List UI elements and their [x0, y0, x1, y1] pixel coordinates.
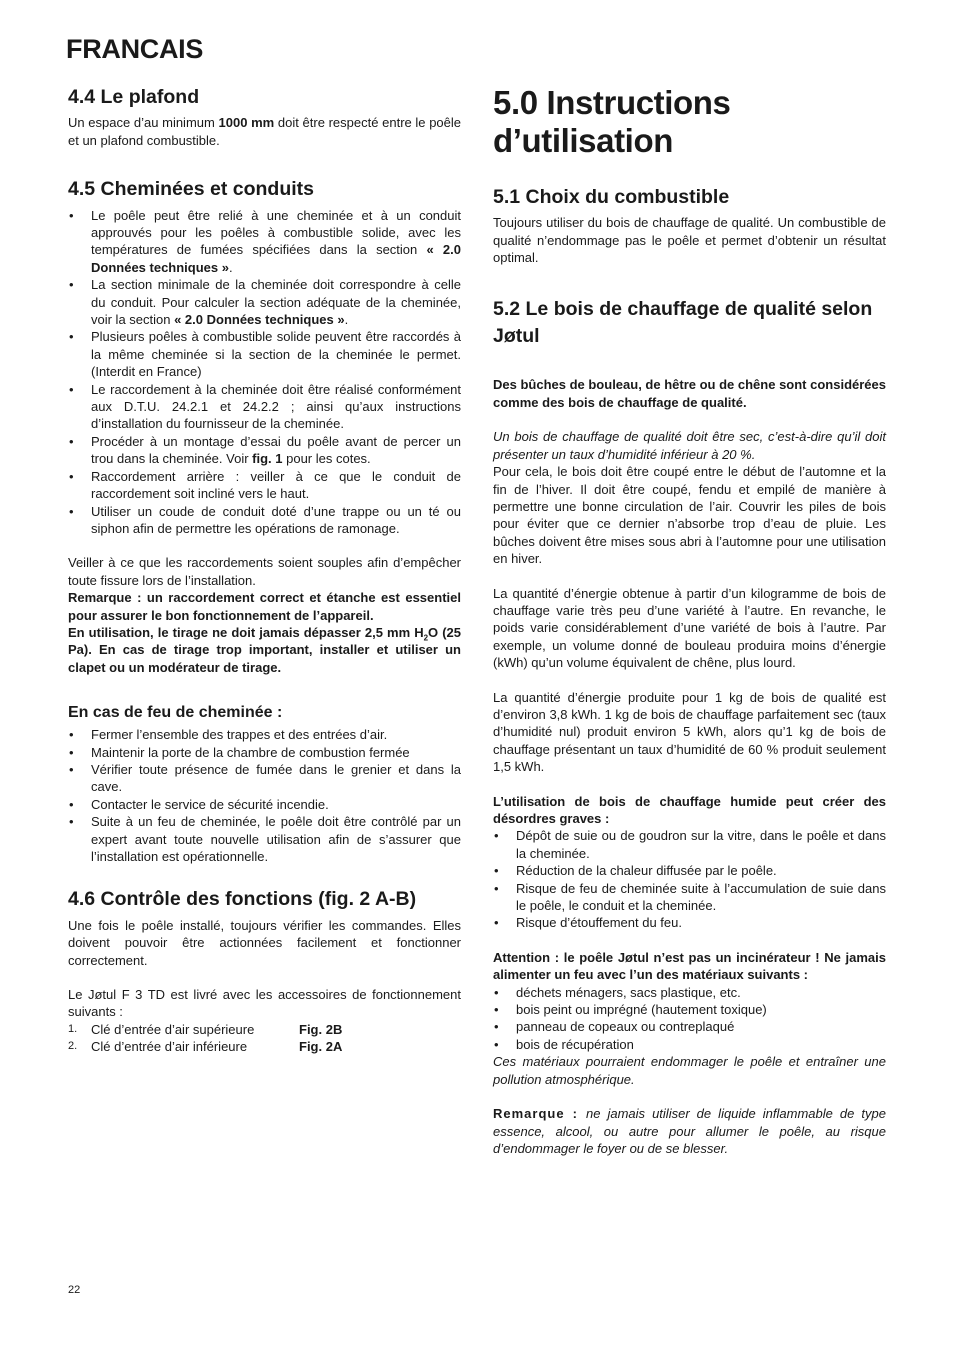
- forbidden-materials-list: [493, 984, 886, 1054]
- list-item: • Utiliser un coude de conduit doté d’une trappe ou un té ou siphon afin de permettre les opérations de ramonage.: [68, 503, 461, 538]
- section-4-4-text: Un espace d’au minimum 1000 mm doit être respecté entre le poêle et un plafond combustible.: [68, 115, 462, 148]
- section-4-5-title: 4.5 Cheminées et conduits: [68, 178, 314, 201]
- list-item: • Réduction de la chaleur diffusée par le poêle.: [493, 862, 886, 879]
- list-item: • Suite à un feu de cheminée, le poêle doit être contrôlé par un expert avant toute nouvelle utilisation afin de s’assurer que l’installation est opérationnelle.: [68, 813, 461, 865]
- chimney-fire-title: En cas de feu de cheminée :: [68, 704, 283, 722]
- list-item: • Dépôt de suie ou de goudron sur la vitre, dans le poêle et dans la cheminée.: [493, 827, 886, 862]
- list-item: • Plusieurs poêles à combustible solide peuvent être raccordés à la même cheminée si la section de la cheminée le permet. (Interdit en France): [68, 328, 461, 380]
- section-4-6-title: 4.6 Contrôle des fonctions (fig. 2 A-B): [68, 888, 417, 911]
- remark-connection: Remarque : un raccordement correct et étanche est essentiel pour assurer le bon fonctionnement de l’appareil.: [68, 590, 461, 623]
- accessories-intro: Le Jøtul F 3 TD est livré avec les accessoires de fonctionnement suivants :: [68, 987, 461, 1020]
- wood-preparation-text: Pour cela, le bois doit être coupé entre le début de l’automne et la fin de l’hiver. Il doit être coupé, fendu et empilé de manière à permettre une bonne circulation de l’air. Couvrir les piles de bois pour éviter que ce dernier n’absorbe trop d’eau de pluie. Les bûches doivent être mises sous abri à l’automne pour une utilisation en hiver.: [493, 464, 886, 567]
- wet-wood-warning: L’utilisation de bois de chauffage humide peut créer des désordres graves :: [493, 793, 886, 827]
- function-check-text: Une fois le poêle installé, toujours vérifier les commandes. Elles doivent pouvoir être actionnées facilement et fonctionner correctement.: [68, 917, 461, 968]
- draft-warning: En utilisation, le tirage ne doit jamais dépasser 2,5 mm $H_2O$ (25 Pa). En cas de tirage trop important, installer et utiliser un clapet ou un modérateur de tirage.: [68, 624, 462, 675]
- flammable-liquid-remark: Remarque : ne jamais utiliser de liquide inflammable de type essence, alcool, ou autre pour allumer le poêle, au risque d’endommager le foyer ou de se blesser.: [493, 1106, 886, 1156]
- list-item: • Maintenir la porte de la chambre de combustion fermée: [68, 744, 461, 761]
- section-5-2-title: 5.2 Le bois de chauffage de qualité selon Jøtul: [493, 298, 873, 348]
- section-4-4-title: 4.4 Le plafond: [68, 86, 200, 108]
- pollution-note: Ces matériaux pourraient endommager le poêle et entraîner une pollution atmosphérique.: [493, 1054, 886, 1087]
- connections-note: Veiller à ce que les raccordements soient souples afin d’empêcher toute fissure lors de l’installation.: [68, 555, 461, 588]
- list-item: • Contacter le service de sécurité incendie.: [68, 796, 461, 813]
- energy-variation-text: La quantité d’énergie obtenue à partir d’un kilogramme de bois de chauffage varie très peu d’une variété à l’autre. En revanche, le poids varie considérablement d’une variété de bois à l’autre. Par exemple, un volume donné de bouleau produira moins d’énergie (kWh) qu’un volume équivalent de chêne, plus lourd.: [493, 585, 886, 671]
- energy-quantity-text: La quantité d’énergie produite pour 1 kg de bois de qualité est d’environ 3,8 kWh. 1 kg de bois de chauffage parfaitement sec (taux d’humidité nul) produit environ 5 kWh, alors qu’1 kg de bois de chauffage présentant un taux d’humidité de 60 % produit seulement 1,5 kWh.: [493, 689, 886, 775]
- accessories-list: [68, 1021, 461, 1056]
- list-item: • bois de récupération: [493, 1036, 886, 1053]
- list-item: • bois peint ou imprégné (hautement toxique): [493, 1001, 886, 1018]
- list-item: • panneau de copeaux ou contreplaqué: [493, 1018, 886, 1035]
- right-column: [493, 84, 886, 1157]
- list-item: • Raccordement arrière : veiller à ce que le conduit de raccordement soit incliné vers le haut.: [68, 468, 461, 503]
- language-header: FRANCAIS: [66, 34, 204, 64]
- list-item: 1. Clé d’entrée d’air supérieure Fig. 2B: [68, 1021, 343, 1037]
- fuel-choice-text: Toujours utiliser du bois de chauffage de qualité. Un combustible de qualité n’endommage pas le poêle et permet d’obtenir un résultat optimal.: [493, 215, 886, 266]
- list-item: • La section minimale de la cheminée doit correspondre à celle du conduit. Pour calculer la section adéquate de la cheminée, voir la section « 2.0 Données techniques ».: [68, 276, 461, 328]
- left-column: [68, 86, 461, 1056]
- dry-wood-text: Un bois de chauffage de qualité doit être sec, c’est-à-dire qu’il doit présenter un taux d’humidité inférieur à 20 %.: [493, 429, 886, 462]
- page-number: 22: [68, 1284, 81, 1296]
- list-item: • Risque de feu de cheminée suite à l’accumulation de suie dans le poêle, le conduit et la cheminée.: [493, 880, 886, 915]
- wet-wood-list: [493, 827, 886, 931]
- list-item: • déchets ménagers, sacs plastique, etc.: [493, 984, 886, 1001]
- chimney-requirements-list: [68, 207, 461, 538]
- list-item: • Procéder à un montage d’essai du poêle avant de percer un trou dans la cheminée. Voir fig. 1 pour les cotes.: [68, 433, 461, 468]
- list-item: 2. Clé d’entrée d’air inférieure Fig. 2A: [68, 1039, 343, 1055]
- section-5-0-title: 5.0 Instructions d’utilisation: [493, 84, 731, 159]
- chimney-fire-list: [68, 726, 461, 865]
- section-5-1-title: 5.1 Choix du combustible: [493, 185, 730, 208]
- list-item: • Fermer l’ensemble des trappes et des entrées d’air.: [68, 726, 461, 743]
- list-item: • Le poêle peut être relié à une cheminée et à un conduit approuvés pour les poêles à combustible solide, avec les températures de fumées spécifiées dans la section « 2.0 Données techniques ».: [68, 207, 461, 277]
- list-item: • Risque d’étouffement du feu.: [493, 914, 886, 931]
- quality-wood-text: Des bûches de bouleau, de hêtre ou de chêne sont considérées comme des bois de chauffage de qualité.: [493, 377, 886, 410]
- list-item: • Le raccordement à la cheminée doit être réalisé conformément aux D.T.U. 24.2.1 et 24.2.2 ; ainsi qu’aux instructions d’installation du fournisseur de la cheminée.: [68, 381, 461, 433]
- list-item: • Vérifier toute présence de fumée dans le grenier et dans la cave.: [68, 761, 461, 796]
- incinerator-warning: Attention : le poêle Jøtul n’est pas un incinérateur ! Ne jamais alimenter un feu avec l’un des matériaux suivants :: [493, 949, 886, 983]
